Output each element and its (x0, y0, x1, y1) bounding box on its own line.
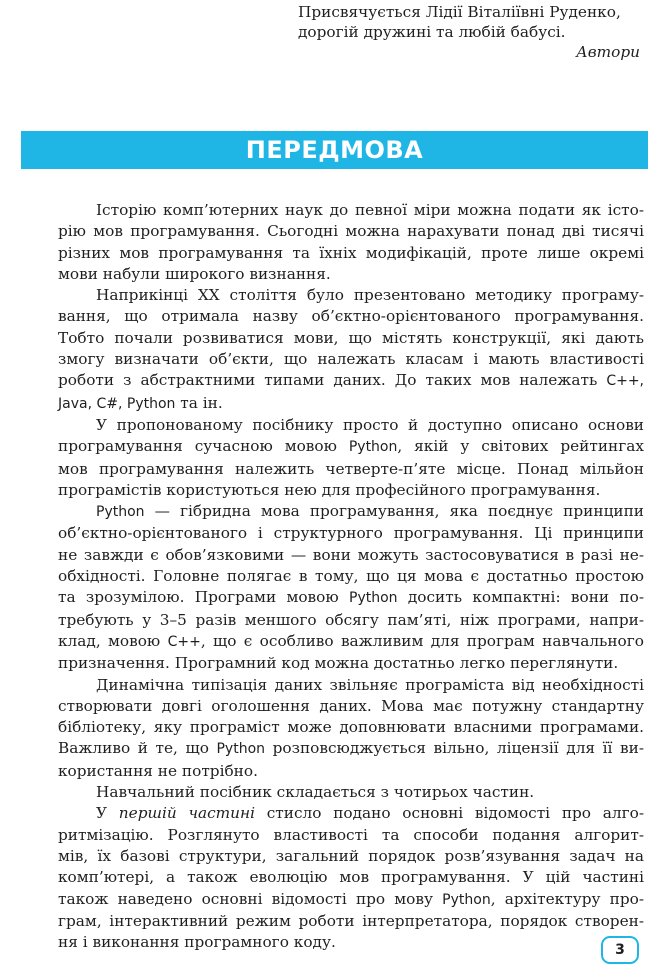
text-line (58, 587, 644, 609)
text-line: мов програмування належить четверте-п’яте місце. Понад мільйон (58, 459, 644, 478)
text-segment: , що є особливо важливим для програм навчального (200, 631, 644, 650)
text-line: Тобто почали розвиватися мови, що містять конструкції, які дають (58, 328, 644, 347)
text-segment: та зрозумілою. Програми мовою (58, 588, 350, 607)
text-line (58, 393, 644, 415)
paragraph (58, 501, 644, 674)
code-term: Python (348, 439, 398, 456)
section-heading: ПЕРЕДМОВА (245, 136, 424, 164)
text-line: змогу визначати об’єкти, що належать класам і мають властивості (58, 350, 644, 369)
text-line (58, 738, 644, 760)
text-line (58, 501, 644, 523)
text-segment: — гібридна мова програмування, яка поєднує принципи (144, 502, 644, 521)
text-line: програмістів користуються нею для професійного програмування. (58, 480, 601, 499)
code-term: Python (442, 891, 491, 908)
paragraph (58, 782, 644, 803)
paragraph (58, 285, 644, 415)
section-heading-banner (21, 131, 648, 169)
text-segment: клад, мовою (58, 631, 168, 650)
text-segment: досить компактні: вони по- (397, 588, 644, 607)
code-term: Python (349, 590, 398, 607)
code-term: C++ (167, 633, 201, 650)
page-number: 3 (615, 942, 625, 958)
page-number-badge (601, 936, 639, 964)
text-line: обхідності. Головне полягає в тому, що ця мова є достатньо простою (58, 567, 644, 586)
text-line: мови набули широкого визнання. (58, 264, 331, 283)
text-segment: Важливо й те, що (58, 739, 217, 758)
text-line: вання, що отримала назву об’єктно-орієнтованого програмування. (58, 307, 644, 326)
text-segment: У (96, 804, 119, 823)
text-line: мів, їх базові структури, загальний порядок розв’язування задач на (58, 846, 644, 865)
text-line: різних мов програмування та їхніх модифікацій, проте лише окремі (58, 243, 644, 262)
preface-body (58, 200, 644, 953)
text-line: не завжди є обов’язковими — вони можуть застосовуватися в разі не- (58, 545, 644, 564)
code-term: Python (96, 504, 145, 521)
text-line (58, 803, 644, 824)
text-segment: роботи з абстрактними типами даних. До таких мов належать (58, 371, 607, 390)
dedication (298, 2, 648, 62)
text-segment: також наведено основні відомості про мову (58, 889, 443, 908)
text-line: користання не потрібно. (58, 761, 258, 780)
text-line: Наприкінці XX століття було презентовано методику програму- (96, 286, 644, 305)
text-segment: , якій у світових рейтингах (397, 437, 644, 456)
text-line: ритмізацію. Розглянуто властивості та способи подання алгорит- (58, 825, 644, 844)
text-line: створювати довгі оголошення даних. Мова має потужну стандартну (58, 696, 644, 715)
dedication-line: дорогій дружині та любій бабусі. (298, 23, 566, 41)
text-segment: програмування сучасною мовою (58, 437, 349, 456)
text-line: комп’ютері, а також еволюцію мов програмування. У цій частині (58, 868, 644, 887)
text-line: ня і виконання програмного коду. (58, 933, 336, 952)
text-line: Навчальний посібник складається з чотирьох частин. (96, 783, 535, 802)
text-line: грам, інтерактивний режим роботи інтерпретатора, порядок створен- (58, 911, 644, 930)
text-segment: та ін. (175, 393, 223, 412)
text-line (58, 436, 644, 458)
text-line (58, 889, 644, 911)
text-line: Історію комп’ютерних наук до певної міри можна подати як істо- (96, 201, 644, 219)
dedication-line: Присвячується Лідії Віталіївні Руденко, (298, 3, 621, 21)
dedication-authors: Автори (576, 43, 640, 61)
code-term: Python (216, 741, 266, 758)
paragraph (58, 675, 644, 782)
paragraph (58, 200, 644, 285)
text-line (58, 370, 644, 392)
text-line: Динамічна типізація даних звільняє програміста від необхідності (96, 675, 644, 694)
text-line: требують у 3–5 разів меншого обсягу пам’яті, ніж програми, напри- (58, 610, 644, 629)
text-line: призначення. Програмний код можна достатньо легко переглянути. (58, 654, 619, 673)
code-term: Java, C#, Python (58, 395, 176, 412)
code-term: C++, (606, 373, 644, 390)
paragraph (58, 803, 644, 953)
text-line: об’єктно-орієнтованого і структурного програмування. Ці принципи (58, 524, 644, 543)
text-line: рію мов програмування. Сьогодні можна нарахувати понад дві тисячі (58, 222, 644, 241)
paragraph (58, 415, 644, 501)
text-segment: розповсюджується вільно, ліцензії для її ви- (265, 739, 644, 758)
text-line (58, 631, 644, 653)
text-segment: стисло подано основні відомості про алго- (255, 804, 644, 823)
text-line: У пропонованому посібнику просто й доступно описано основи (96, 415, 644, 434)
text-line: бібліотеку, яку програміст може доповнювати власними програмами. (58, 718, 644, 737)
emphasis-term: першій частині (118, 804, 255, 823)
text-segment: , архітектуру про- (490, 889, 645, 908)
